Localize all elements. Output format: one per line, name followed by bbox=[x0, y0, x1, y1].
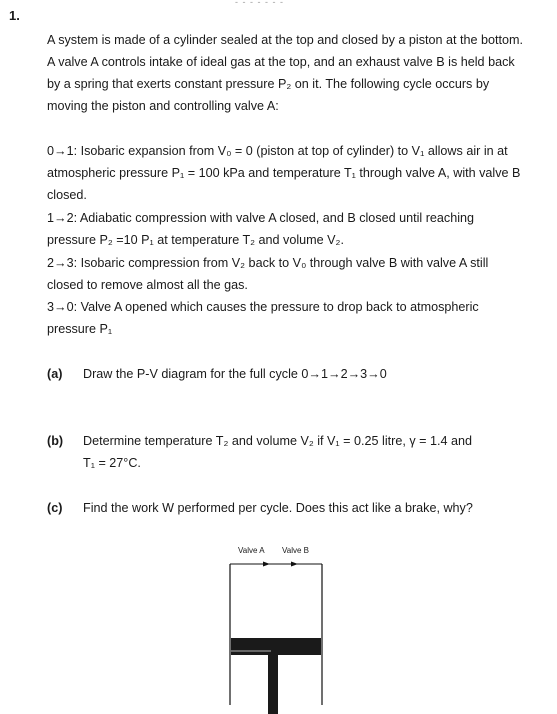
cycle-line: pressure P₁ bbox=[47, 322, 113, 336]
intro-line: by a spring that exerts constant pressure P₂ on it. The following cycle occurs by bbox=[47, 77, 490, 91]
intro-line: A system is made of a cylinder sealed at the top and closed by a piston at the bottom. bbox=[47, 33, 524, 47]
piston-rod bbox=[268, 655, 278, 714]
cycle-line: 3→0: Valve A opened which causes the pressure to drop back to atmospheric bbox=[47, 300, 479, 314]
cycle-line: 1→2: Adiabatic compression with valve A closed, and B closed until reaching bbox=[47, 211, 475, 225]
part-b-text: Determine temperature T₂ and volume V₂ if V₁ = 0.25 litre, γ = 1.4 and bbox=[83, 434, 473, 448]
valve-a-arrowhead bbox=[263, 562, 270, 567]
faint-header-text: - - - - - - - bbox=[235, 0, 284, 7]
cylinder-diagram bbox=[225, 545, 325, 714]
part-c-label: (c) bbox=[47, 501, 63, 515]
intro-line: A valve A controls intake of ideal gas at the top, and an exhaust valve B is held back bbox=[47, 55, 515, 69]
part-b-label: (b) bbox=[47, 434, 64, 448]
cycle-line: pressure P₂ =10 P₁ at temperature T₂ and volume V₂. bbox=[47, 233, 344, 247]
cycle-line: closed to remove almost all the gas. bbox=[47, 278, 248, 292]
cycle-line: 2→3: Isobaric compression from V₂ back to V₀ through valve B with valve A still bbox=[47, 256, 489, 270]
cycle-line: closed. bbox=[47, 188, 87, 202]
valve-b-label: Valve B bbox=[282, 546, 309, 555]
part-a-label: (a) bbox=[47, 367, 63, 381]
piston-head-shade bbox=[231, 650, 271, 652]
part-c-text: Find the work W performed per cycle. Does this act like a brake, why? bbox=[83, 501, 473, 515]
cycle-line: atmospheric pressure P₁ = 100 kPa and temperature T₁ through valve A, with valve B bbox=[47, 166, 521, 180]
piston-head bbox=[231, 638, 321, 655]
cylinder-drawing bbox=[225, 545, 325, 714]
part-a-text: Draw the P-V diagram for the full cycle 0→1→2→3→0 bbox=[83, 367, 387, 381]
question-number: 1. bbox=[9, 8, 20, 23]
valve-a-label: Valve A bbox=[238, 546, 265, 555]
part-b-text: T₁ = 27°C. bbox=[83, 456, 141, 470]
cycle-line: 0→1: Isobaric expansion from V₀ = 0 (piston at top of cylinder) to V₁ allows air in at bbox=[47, 144, 508, 158]
valve-b-arrowhead bbox=[291, 562, 298, 567]
intro-line: moving the piston and controlling valve A: bbox=[47, 99, 279, 113]
